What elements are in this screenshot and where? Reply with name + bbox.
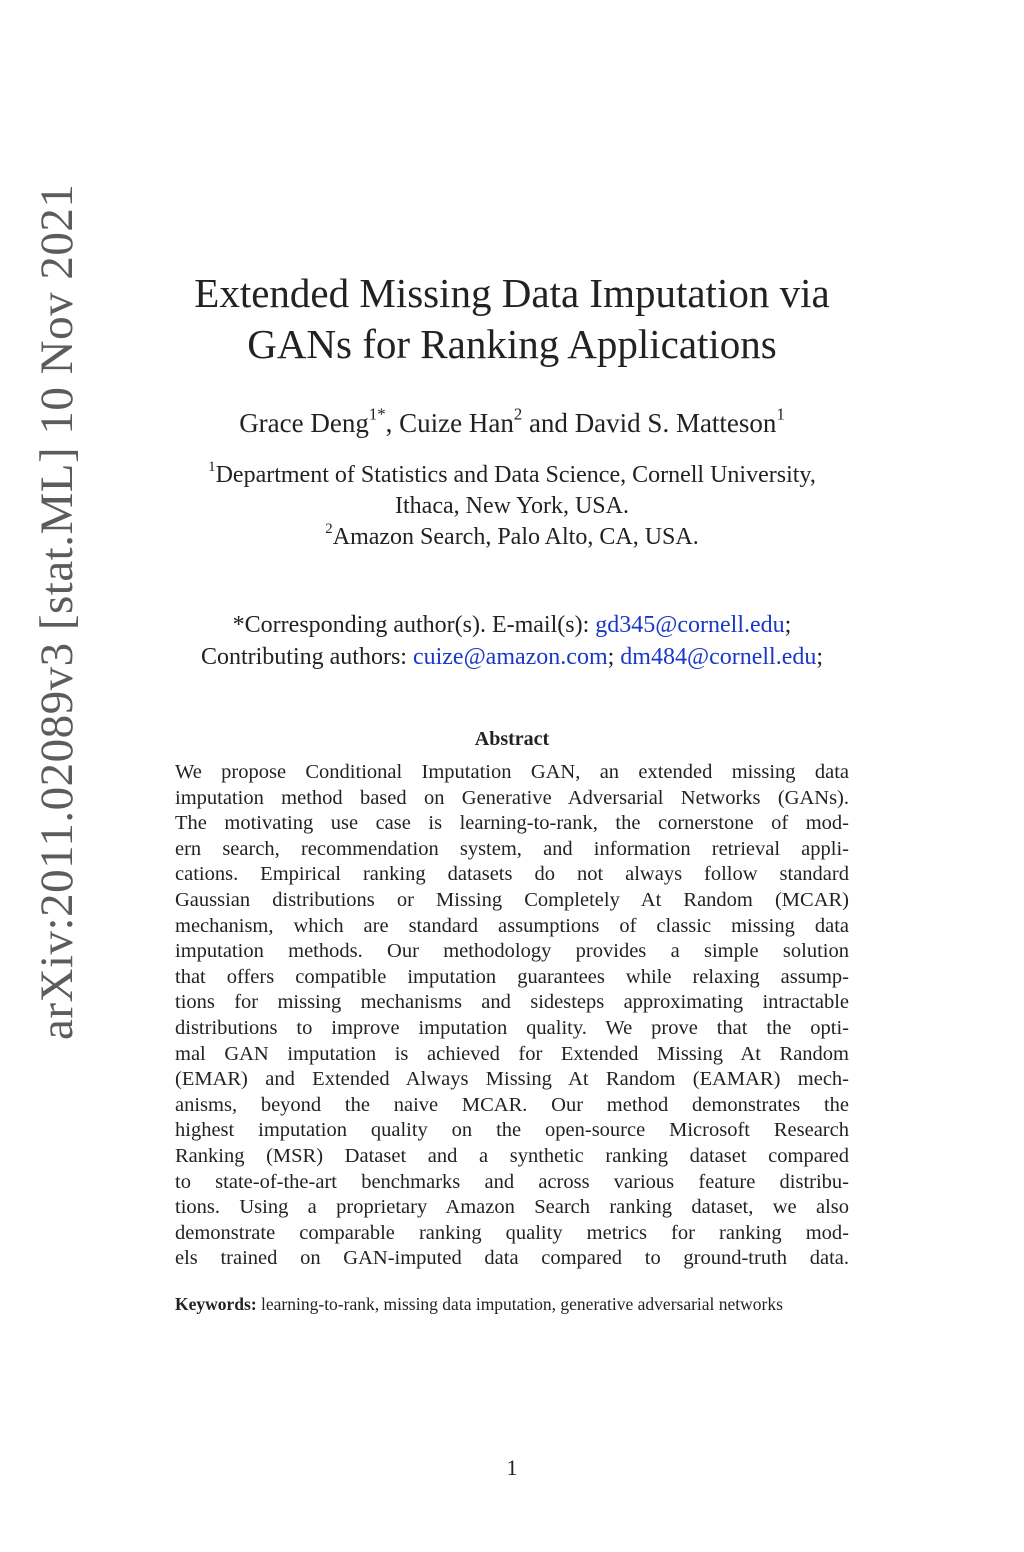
abstract-line: Ranking (MSR) Dataset and a synthetic ranking dataset compared — [175, 1144, 849, 1167]
affiliation-1-line-2: Ithaca, New York, USA. — [395, 493, 629, 519]
page-number: 1 — [506, 1455, 518, 1480]
abstract-body — [175, 760, 849, 1272]
contributing-authors-line: Contributing authors: cuize@amazon.com; dm484@cornell.edu; — [200, 644, 824, 670]
abstract-line: mal GAN imputation is achieved for Extended Missing At Random — [175, 1042, 849, 1065]
abstract-line: mechanism, which are standard assumptions of classic missing data — [175, 914, 849, 937]
abstract-heading: Abstract — [474, 728, 550, 750]
contributing-email-link-1[interactable]: cuize@amazon.com — [412, 644, 608, 670]
author-separator: and — [522, 408, 575, 438]
abstract-line: highest imputation quality on the open-source Microsoft Research — [175, 1119, 849, 1142]
author-name: David S. Matteson — [574, 408, 777, 438]
author-list — [150, 404, 874, 439]
keywords-label: Keywords: — [175, 1294, 257, 1314]
abstract-line: tions for missing mechanisms and sidesteps approximating intractable — [175, 991, 849, 1014]
abstract-line: demonstrate comparable ranking quality metrics for ranking mod- — [175, 1221, 849, 1244]
affiliation-1-line-1: $^1$Department of Statistics and Data Science, Cornell University, — [208, 458, 816, 488]
affiliation-2: $^2$Amazon Search, Palo Alto, CA, USA. — [325, 520, 699, 550]
author-affiliation-mark: 2 — [513, 404, 523, 424]
keywords — [175, 1293, 849, 1316]
author-affiliation-mark: 1 — [776, 404, 785, 424]
abstract-line: that offers compatible imputation guarantees while relaxing assump- — [175, 965, 849, 988]
title-line-1: Extended Missing Data Imputation via — [194, 270, 830, 316]
abstract-line: Gaussian distributions or Missing Completely At Random (MCAR) — [175, 888, 849, 911]
abstract-line: We propose Conditional Imputation GAN, an extended missing data — [175, 761, 849, 783]
abstract-line: cations. Empirical ranking datasets do not always follow standard — [175, 863, 849, 886]
abstract-line: els trained on GAN-imputed data compared to ground-truth data. — [175, 1247, 849, 1270]
affiliations — [140, 460, 884, 553]
abstract-line: anisms, beyond the naive MCAR. Our method demonstrates the — [175, 1093, 849, 1116]
title-line-2: GANs for Ranking Applications — [247, 321, 777, 367]
abstract-line: to state-of-the-art benchmarks and across various feature distribu- — [175, 1170, 849, 1193]
abstract-line: imputation methods. Our methodology provides a simple solution — [175, 940, 849, 963]
corresponding-author-line: *Corresponding author(s). E-mail(s): gd345@cornell.edu; — [232, 612, 792, 638]
abstract-line: ern search, recommendation system, and information retrieval appli- — [175, 837, 849, 860]
affiliation-mark: 1 — [208, 458, 216, 475]
author-separator: , — [385, 408, 400, 438]
author-name: Grace Deng — [239, 408, 369, 438]
arxiv-identifier-stamp: arXiv:2011.02089v3 [stat.ML] 10 Nov 2021 — [31, 183, 83, 1040]
correspondence-block — [140, 609, 884, 673]
paper-title — [150, 268, 874, 370]
contributing-email-link-2[interactable]: dm484@cornell.edu — [620, 644, 817, 670]
author-affiliation-mark: 1* — [368, 404, 386, 424]
abstract-line: The motivating use case is learning-to-rank, the cornerstone of mod- — [175, 812, 849, 835]
keywords-text: learning-to-rank, missing data imputation, generative adversarial networks — [256, 1294, 783, 1314]
abstract-line: (EMAR) and Extended Always Missing At Random (EAMAR) mech- — [175, 1068, 849, 1091]
author-name: Cuize Han — [399, 408, 514, 438]
abstract-line: imputation method based on Generative Adversarial Networks (GANs). — [175, 786, 849, 809]
corresponding-email-link[interactable]: gd345@cornell.edu — [595, 612, 785, 638]
affiliation-mark: 2 — [325, 520, 333, 537]
abstract-line: distributions to improve imputation quality. We prove that the opti- — [175, 1016, 849, 1039]
abstract-line: tions. Using a proprietary Amazon Search ranking dataset, we also — [175, 1196, 849, 1219]
